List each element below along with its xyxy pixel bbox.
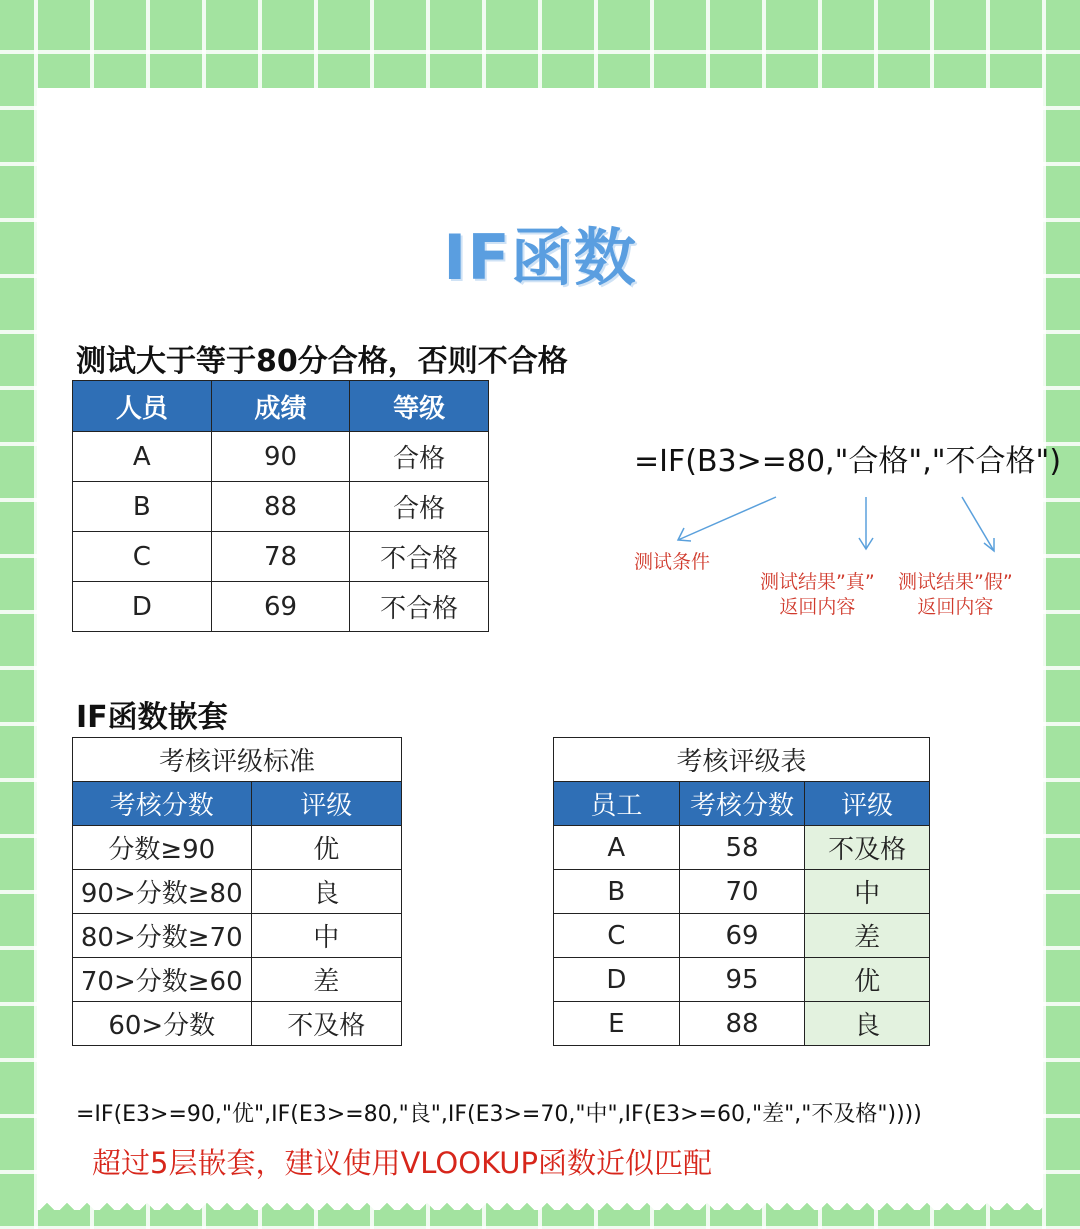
table-cell: D	[73, 582, 212, 632]
table-row	[554, 870, 930, 914]
note-false-line2: 返回内容	[917, 596, 994, 618]
table-cell: 69	[211, 582, 350, 632]
arrowhead-false	[984, 538, 994, 551]
table-cell: 合格	[350, 432, 489, 482]
table-cell: C	[554, 914, 680, 958]
header-cell: 评级	[805, 782, 930, 826]
table-cell: 70>分数≥60	[73, 958, 252, 1002]
table-row	[554, 1002, 930, 1046]
table-header-row	[73, 782, 402, 826]
table-row	[554, 826, 930, 870]
table-row	[73, 914, 402, 958]
criteria-table-caption: 考核评级标准	[73, 738, 402, 782]
nested-if-formula: =IF(E3>=90,"优",IF(E3>=80,"良",IF(E3>=70,"中",IF(E3>=60,"差","不及格"))))	[76, 1102, 922, 1127]
table-cell: A	[554, 826, 680, 870]
table-cell: E	[554, 1002, 680, 1046]
page-title: IF函数	[443, 221, 637, 294]
rating-table-caption: 考核评级表	[554, 738, 930, 782]
note-true-line1: 测试结果”真”	[760, 571, 875, 593]
table-cell: 80>分数≥70	[73, 914, 252, 958]
arrow-to-condition	[678, 497, 776, 540]
table-cell: 90>分数≥80	[73, 870, 252, 914]
table-cell: 分数≥90	[73, 826, 252, 870]
table-row	[73, 1002, 402, 1046]
table-cell: A	[73, 432, 212, 482]
note-condition: 测试条件	[634, 551, 711, 573]
note-false-line1: 测试结果”假”	[898, 571, 1013, 593]
header-cell: 员工	[554, 782, 680, 826]
section2-heading: IF函数嵌套	[76, 700, 228, 735]
grade-cell: 不及格	[805, 826, 930, 870]
header-cell: 成绩	[211, 381, 350, 432]
grade-cell: 差	[805, 914, 930, 958]
table-caption-row	[554, 738, 930, 782]
table-cell: 良	[251, 870, 402, 914]
table-cell: 90	[211, 432, 350, 482]
table-cell: 95	[679, 958, 805, 1002]
table-cell: D	[554, 958, 680, 1002]
grade-cell: 中	[805, 870, 930, 914]
table-cell: B	[554, 870, 680, 914]
header-cell: 考核分数	[679, 782, 805, 826]
table-cell: 78	[211, 532, 350, 582]
table-cell: 差	[251, 958, 402, 1002]
table-header-row	[554, 782, 930, 826]
table-row	[73, 958, 402, 1002]
note-false	[898, 570, 1013, 620]
grade-cell: 优	[805, 958, 930, 1002]
table-row	[554, 914, 930, 958]
table-cell: 58	[679, 826, 805, 870]
rating-table	[553, 737, 930, 1046]
table-cell: 60>分数	[73, 1002, 252, 1046]
table-cell: 合格	[350, 482, 489, 532]
table-cell: 69	[679, 914, 805, 958]
table-cell: C	[73, 532, 212, 582]
section1-heading: 测试大于等于80分合格，否则不合格	[76, 344, 568, 379]
criteria-table	[72, 737, 402, 1046]
table-cell: 88	[679, 1002, 805, 1046]
vlookup-tip: 超过5层嵌套，建议使用VLOOKUP函数近似匹配	[92, 1146, 713, 1180]
table-cell: 不合格	[350, 582, 489, 632]
table-caption-row	[73, 738, 402, 782]
table-cell: 88	[211, 482, 350, 532]
header-cell: 考核分数	[73, 782, 252, 826]
header-cell: 等级	[350, 381, 489, 432]
arrow-to-false	[962, 497, 994, 551]
note-true-line2: 返回内容	[779, 596, 856, 618]
note-true	[760, 570, 875, 620]
table-row	[554, 958, 930, 1002]
table-cell: 中	[251, 914, 402, 958]
table-cell: 不合格	[350, 532, 489, 582]
if-formula: =IF(B3>=80,"合格","不合格")	[634, 444, 1062, 479]
header-cell: 评级	[251, 782, 402, 826]
table-row	[73, 826, 402, 870]
table-cell: B	[73, 482, 212, 532]
grade-cell: 良	[805, 1002, 930, 1046]
table-cell: 不及格	[251, 1002, 402, 1046]
table-row	[73, 870, 402, 914]
table-cell: 70	[679, 870, 805, 914]
table-cell: 优	[251, 826, 402, 870]
header-cell: 人员	[73, 381, 212, 432]
